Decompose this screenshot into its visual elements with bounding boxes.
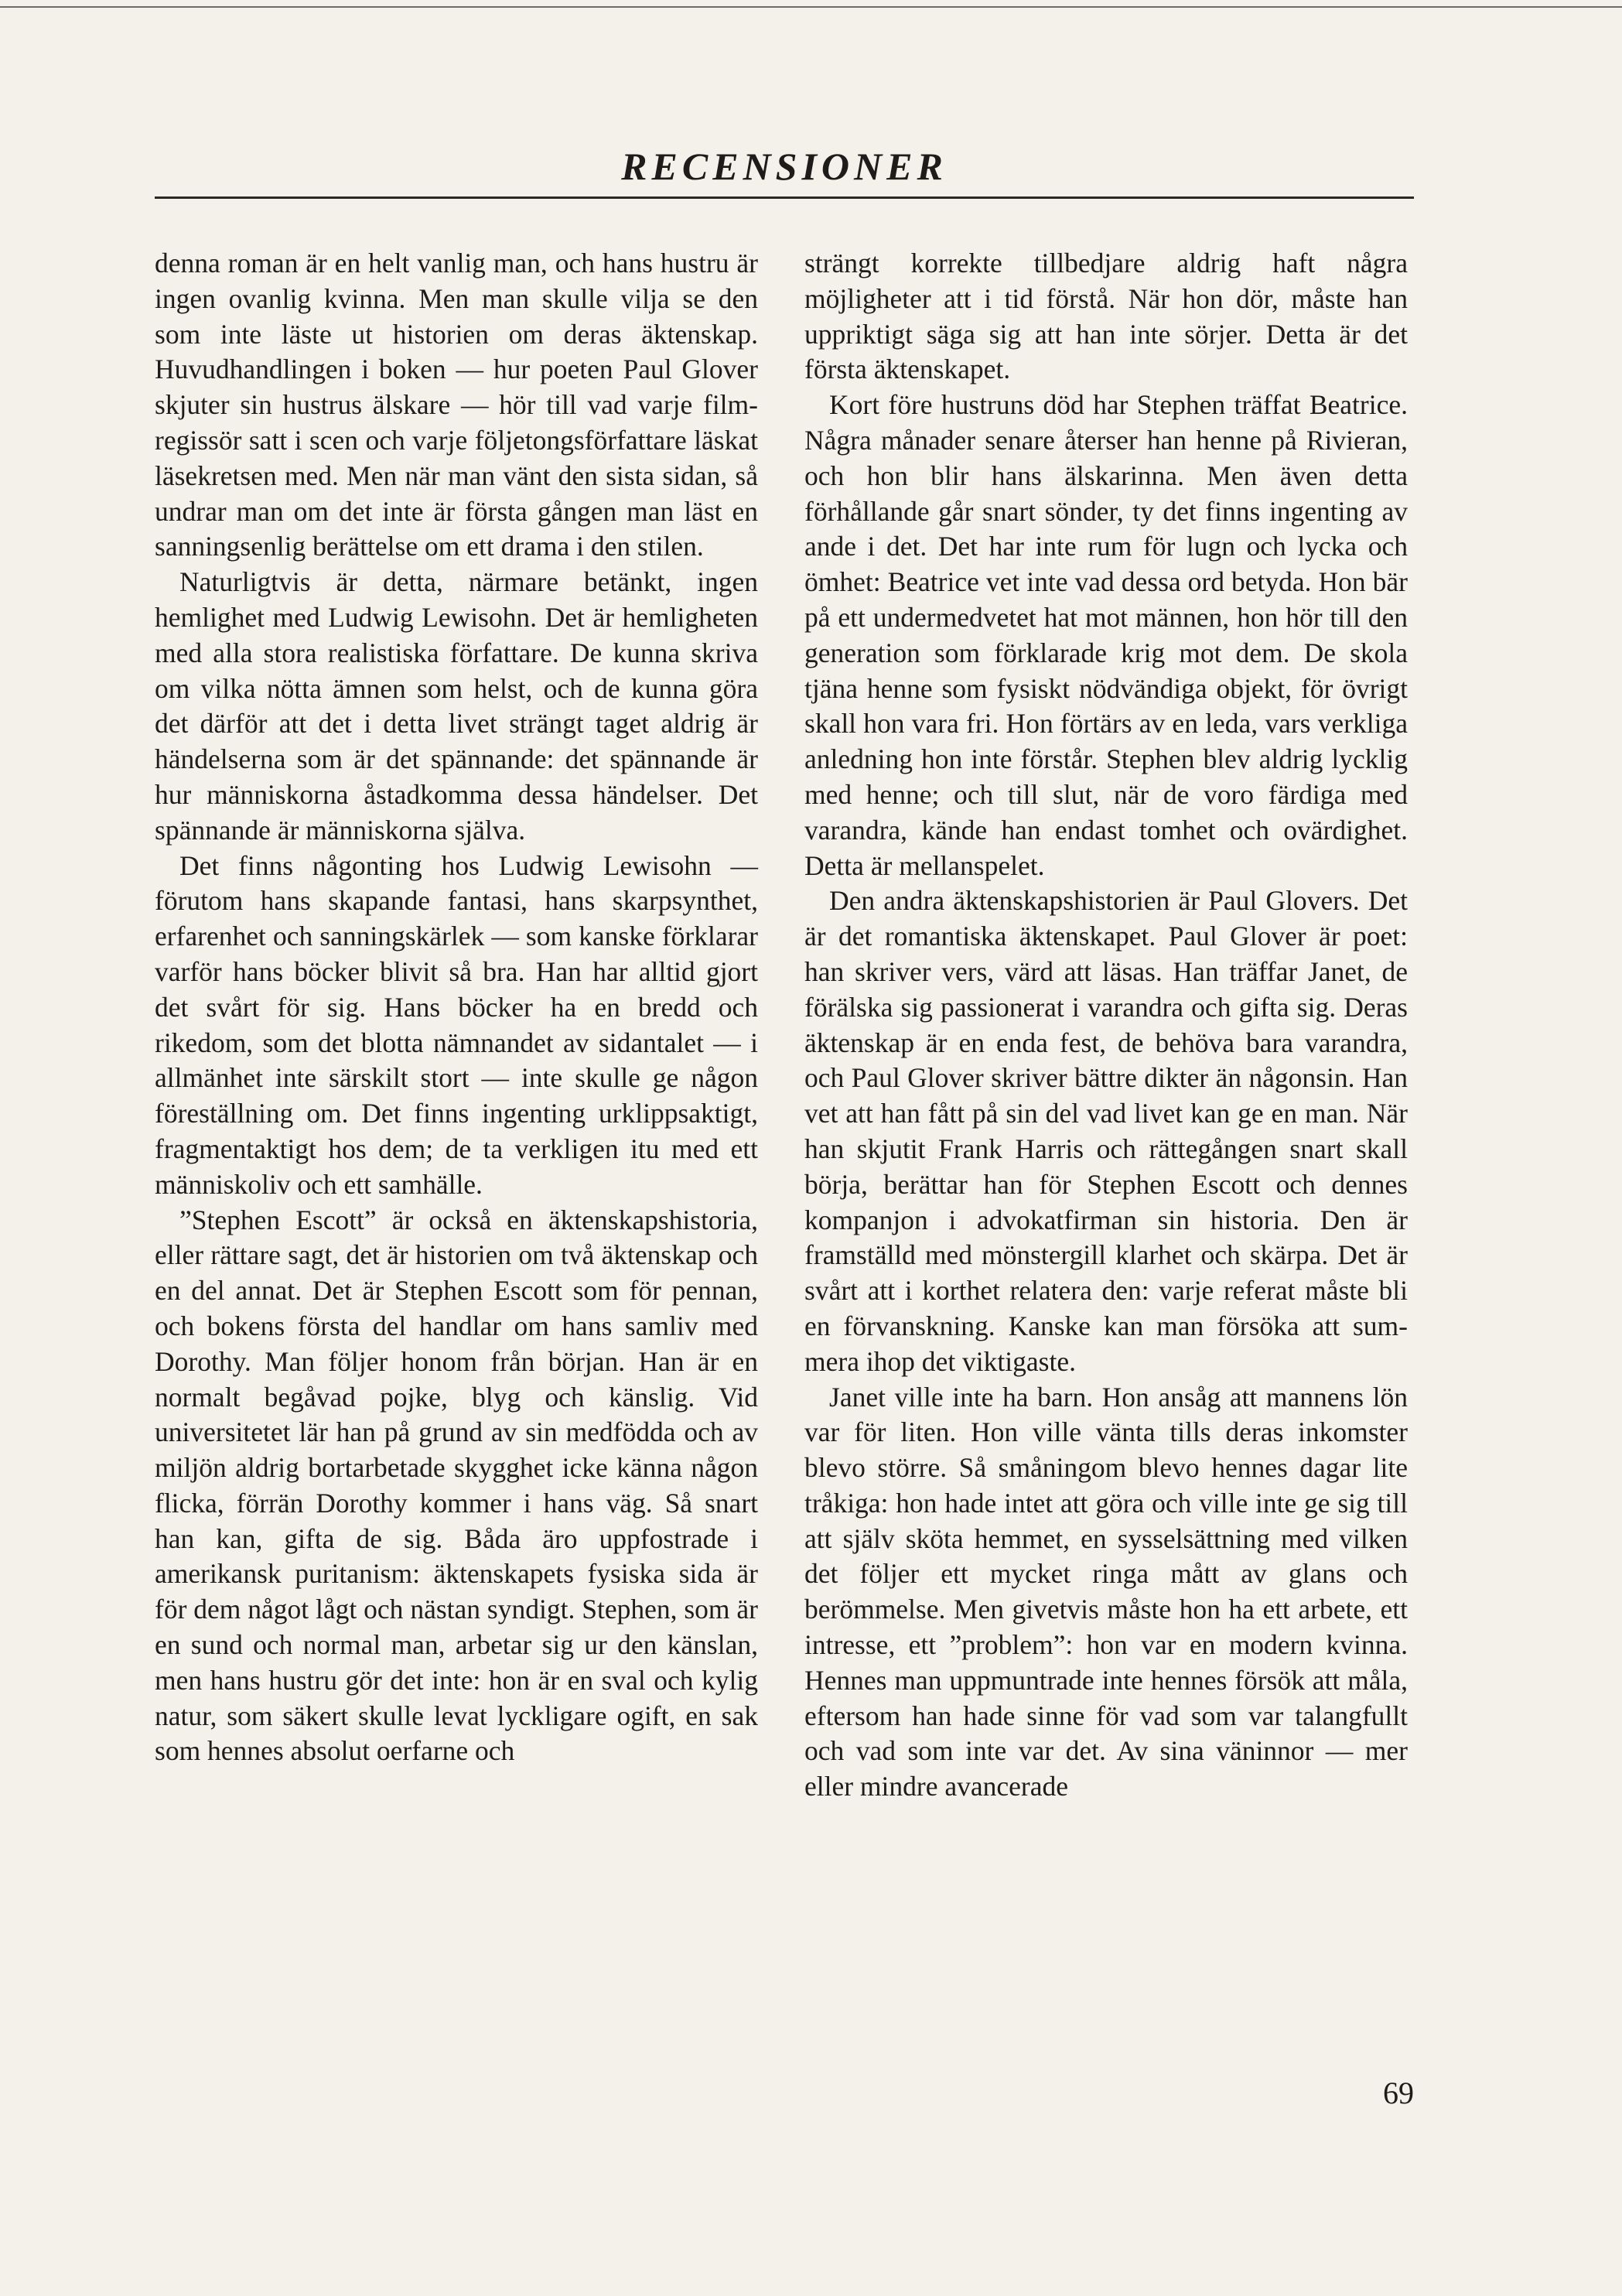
paragraph: strängt korrekte tillbedjare aldrig haft några möjligheter att i tid förstå. När hon dör, måste han uppriktigt säga sig att han inte sörjer. Detta är det första äktenskapet. [804, 248, 1408, 385]
paragraph: denna roman är en helt vanlig man, och hans hustru är ingen ovanlig kvinna. Men man skulle vilja se den som inte läste ut historien om deras äktenskap. Huvudhandlingen i boken — hur poeten Paul Glover skjuter sin hustrus älskare — hör till vad varje filmregissör satt i scen och varje följetongsförfattare läskat läsekretsen med. Men när man vänt den sista sidan, så undrar man om det inte är första gången man läst en sanningsenlig berättelse om ett drama i den stilen. [155, 248, 758, 562]
section-title: RECENSIONER [621, 145, 948, 188]
paragraph: Den andra äktenskapshistorien är Paul Glovers. Det är det romantiska äktenskapet. Paul Glover är poet: han skriver vers, värd att läsas. Han träffar Janet, de förälska sig passionerat i varandra och gifta sig. Deras äktenskap är en enda fest, de behöva bara varandra, och Paul Glover skriver bättre dikter än någonsin. Han vet att han fått på sin del vad livet kan ge en man. När han skjutit Frank Harris och rättegången snart skall börja, berättar han för Stephen Escott och dennes kompanjon i advokatfirman sin historia. Den är framställd med mönstergill klarhet och skärpa. Det är svårt att i korthet relatera den: varje referat måste bli en förvanskning. Kanske kan man försöka att summera ihop det viktigaste. [804, 885, 1408, 1377]
paragraph: ”Stephen Escott” är också en äktenskapshistoria, eller rättare sagt, det är historien om två äktenskap och en del annat. Det är Stephen Escott som för pennan, och bokens första del handlar om hans samliv med Dorothy. Man följer honom från början. Han är en normalt begåvad pojke, blyg och känslig. Vid universitetet lär han på grund av sin medfödda och av miljön aldrig bortarbetade skygghet icke känna någon flicka, förrän Dorothy kommer i hans väg. Så snart han kan, gifta de sig. Båda äro uppfostrade i amerikansk puritanism: äktenskapets fysiska sida är för dem något lågt och nästan syndigt. Stephen, som är en sund och normal man, arbetar sig ur den känslan, men hans hustru gör det inte: hon är en sval och kylig natur, som säkert skulle levat lyckligare ogift, en sak som hennes absolut oerfarne och [155, 1204, 758, 1767]
paragraph: Naturligtvis är detta, närmare betänkt, ingen hemlighet med Ludwig Lewisohn. Det är hemligheten med alla stora realistiska författare. De kunna skriva om vilka nötta ämnen som helst, och de kunna göra det därför att det i detta livet strängt taget aldrig är händelserna som är det spännande: det spännande är hur människorna åstadkomma dessa händelser. Det spännande är människorna själva. [155, 566, 758, 846]
paragraph: Janet ville inte ha barn. Hon ansåg att mannens lön var för liten. Hon ville vänta tills deras inkomster blevo större. Så småningom blevo hennes dagar lite tråkiga: hon hade intet att göra och ville inte ge sig till att själv sköta hemmet, en sysselsättning med vilken det följer ett mycket ringa mått av glans och berömmelse. Men givetvis måste hon ha ett arbete, ett intresse, ett ”problem”: hon var en modern kvinna. Hennes man uppmuntrade inte hennes försök att måla, eftersom han hade sinne för vad som var talangfullt och vad som inte var det. Av sina väninnor — mer eller mindre avancerade [804, 1381, 1408, 1802]
right-column [804, 246, 1408, 1805]
left-column [155, 246, 758, 1769]
page-number: 69 [1383, 2076, 1414, 2110]
top-edge-rule [0, 6, 1622, 8]
paragraph: Det finns någonting hos Ludwig Lewisohn — förutom hans skapande fantasi, hans skarpsynthet, erfarenhet och sanningskärlek — som kanske förklarar varför hans böcker blivit så bra. Han har alltid gjort det svårt för sig. Hans böcker ha en bredd och rikedom, som det blotta nämnandet av sidantalet — i allmänhet inte särskilt stort — inte skulle ge någon föreställning om. Det finns ingenting urklippsaktigt, fragmentaktigt hos dem; de ta verkligen itu med ett människoliv och ett samhälle. [155, 849, 758, 1200]
header-rule [155, 196, 1414, 199]
paragraph: Kort före hustruns död har Stephen träffat Beatrice. Några månader senare återser han henne på Rivieran, och hon blir hans älskarinna. Men även detta förhållande går snart sönder, ty det finns ingenting av ande i det. Det har inte rum för lugn och lycka och ömhet: Beatrice vet inte vad dessa ord betyda. Hon bär på ett undermedvetet hat mot männen, hon hör till den generation som förklarade krig mot dem. De skola tjäna henne som fysiskt nödvändiga objekt, för övrigt skall hon vara fri. Hon förtärs av en leda, vars verkliga anledning hon inte förstår. Stephen blev aldrig lycklig med henne; och till slut, när de voro färdiga med varandra, kände han endast tomhet och ovärdighet. Detta är mellanspelet. [804, 389, 1408, 881]
running-header [155, 144, 1414, 189]
